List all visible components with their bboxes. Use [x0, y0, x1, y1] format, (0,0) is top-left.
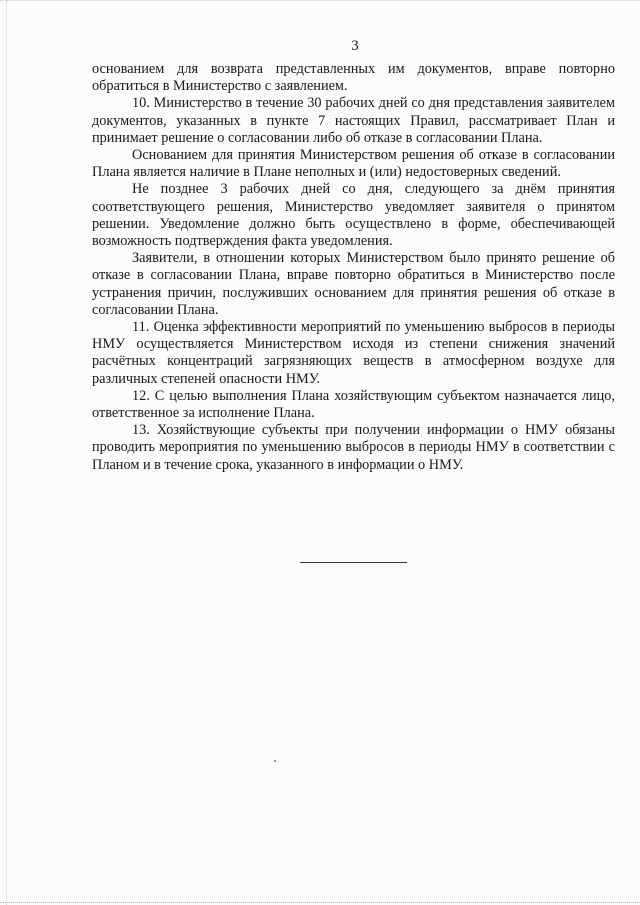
document-body	[92, 61, 615, 474]
paragraph-item-13: 13. Хозяйствующие субъекты при получении информации о НМУ обязаны проводить мероприятия по уменьшению выбросов в периоды НМУ в соответствии с Планом и в течение срока, указанного в информации о НМУ.	[92, 422, 615, 473]
paragraph-item-10: 10. Министерство в течение 30 рабочих дней со дня представления заявителем документов, указанных в пункте 7 настоящих Правил, рассматривает План и принимает решение о согласовании либо об отказе в согласовании Плана.	[92, 95, 615, 146]
paragraph-continuation: основанием для возврата представленных им документов, вправе повторно обратиться в Министерство с заявлением.	[92, 61, 615, 95]
scan-edge-bottom	[0, 901, 640, 903]
end-separator-line	[300, 562, 407, 563]
paragraph-refusal-grounds: Основанием для принятия Министерством решения об отказе в согласовании Плана является наличие в Плане неполных и (или) недостоверных сведений.	[92, 147, 615, 181]
paragraph-notification: Не позднее 3 рабочих дней со дня, следующего за днём принятия соответствующего решения, Министерство уведомляет заявителя о принятом решении. Уведомление должно быть осуществлено в форме, обеспечивающей возможность подтверждения факта уведомления.	[92, 181, 615, 250]
paragraph-item-11: 11. Оценка эффективности мероприятий по уменьшению выбросов в периоды НМУ осуществляется Министерством исходя из степени снижения значений расчётных концентраций загрязняющих веществ в атмосферном воздухе для различных степеней опасности НМУ.	[92, 319, 615, 387]
scan-edge-top	[0, 0, 640, 9]
paragraph-reapplication: Заявители, в отношении которых Министерством было принято решение об отказе в согласовании Плана, вправе повторно обратиться в Министерство после устранения причин, послуживших основанием для принятия решения об отказе в согласовании Плана.	[92, 250, 615, 318]
page-number: 3	[351, 38, 359, 54]
scan-speck	[274, 760, 276, 762]
paragraph-item-12: 12. С целью выполнения Плана хозяйствующим субъектом назначается лицо, ответственное за исполнение Плана.	[92, 387, 615, 422]
scan-edge-left	[6, 0, 8, 905]
